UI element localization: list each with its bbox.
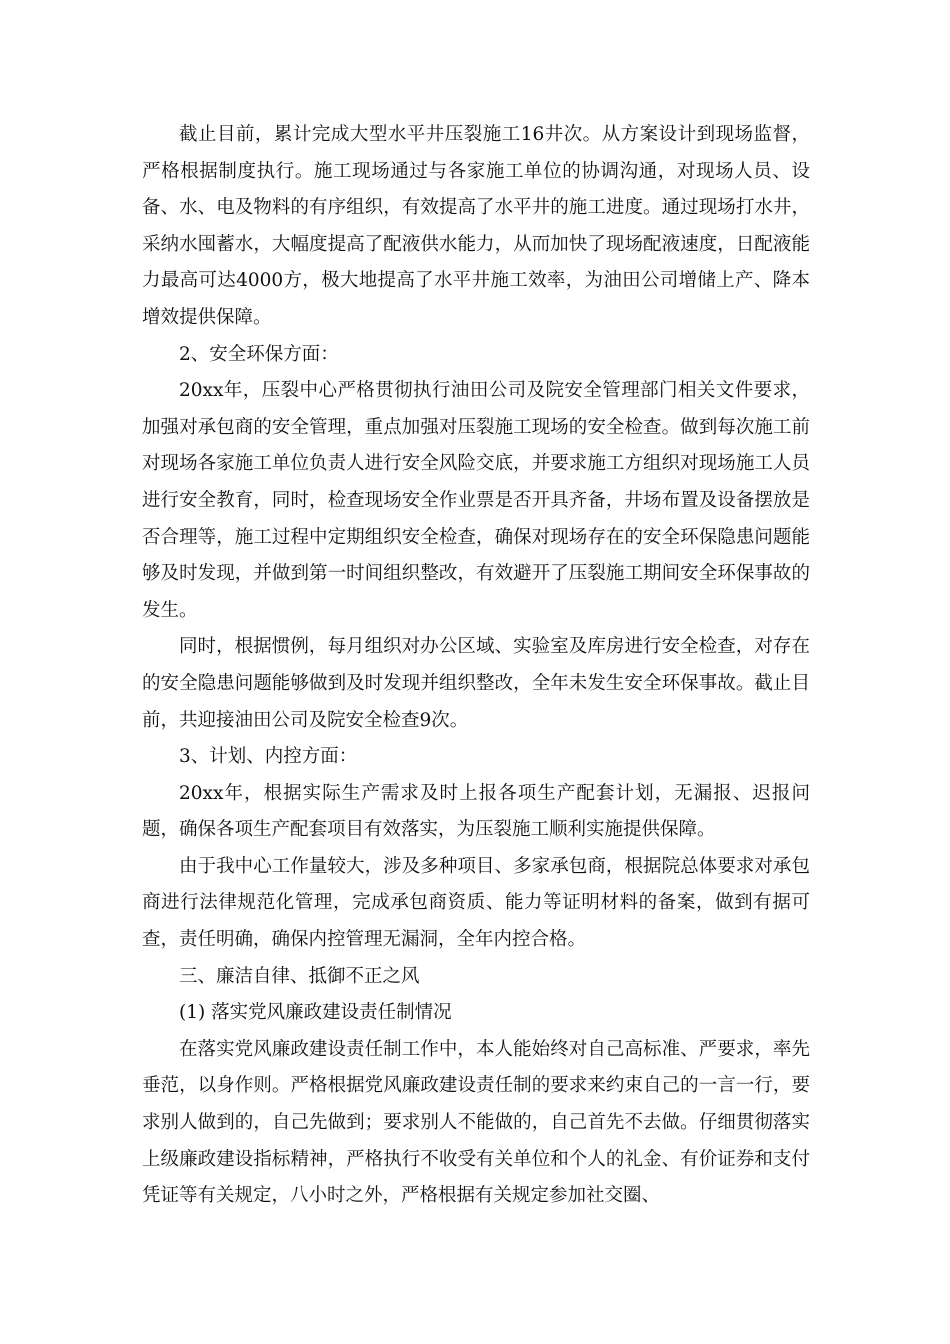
paragraph-safety-management: 20xx年，压裂中心严格贯彻执行油田公司及院安全管理部门相关文件要求，加强对承包商的安全管理，重点加强对压裂施工现场的安全检查。做到每次施工前对现场各家施工单位负责人进行安全风险交底，并要求施工方组织对现场施工人员进行安全教育，同时，检查现场安全作业票是否开具齐备，井场布置及设备摆放是否合理等，施工过程中定期组织安全检查，确保对现场存在的安全环保隐患问题能够及时发现，并做到第一时间组织整改，有效避开了压裂施工期间安全环保事故的发生。 [142,380,810,621]
heading-safety-environment: 2、安全环保方面： [179,343,339,365]
subheading-responsibility-system: (1) 落实党风廉政建设责任制情况 [179,1002,452,1024]
paragraph-monthly-inspection: 同时，根据惯例，每月组织对办公区域、实验室及库房进行安全检查，对存在的安全隐患问题能够做到及时发现并组织整改，全年未发生安全环保事故。截止目前，共迎接油田公司及院安全检查9次。 [142,636,810,731]
heading-integrity: 三、廉洁自律、抵御不正之风 [179,965,420,987]
paragraph-contractor-management: 由于我中心工作量较大，涉及多种项目、多家承包商，根据院总体要求对承包商进行法律规范化管理，完成承包商资质、能力等证明材料的备案，做到有据可查，责任明确，确保内控管理无漏洞，全年内控合格。 [142,855,810,951]
heading-plan-internal-control: 3、计划、内控方面： [179,746,358,768]
paragraph-self-discipline: 在落实党风廉政建设责任制工作中，本人能始终对自己高标准、严要求，率先垂范，以身作则。严格根据党风廉政建设责任制的要求来约束自己的一言一行，要求别人做到的，自己先做到；要求别人不能做的，自己首先不去做。仔细贯彻落实上级廉政建设指标精神，严格执行不收受有关单位和个人的礼金、有价证券和支付凭证等有关规定，八小时之外，严格根据有关规定参加社交圈、 [142,1038,810,1207]
document-body [142,117,810,1215]
paragraph-production-plan: 20xx年，根据实际生产需求及时上报各项生产配套计划，无漏报、迟报问题，确保各项生产配套项目有效落实，为压裂施工顺利实施提供保障。 [142,782,810,841]
paragraph-horizontal-well-progress: 截止目前，累计完成大型水平井压裂施工16井次。从方案设计到现场监督，严格根据制度执行。施工现场通过与各家施工单位的协调沟通，对现场人员、设备、水、电及物料的有序组织，有效提高了水平井的施工进度。通过现场打水井，采纳水囤蓄水，大幅度提高了配液供水能力，从而加快了现场配液速度，日配液能力最高可达4000方，极大地提高了水平井施工效率，为油田公司增储上产、降本增效提供保障。 [142,124,810,328]
